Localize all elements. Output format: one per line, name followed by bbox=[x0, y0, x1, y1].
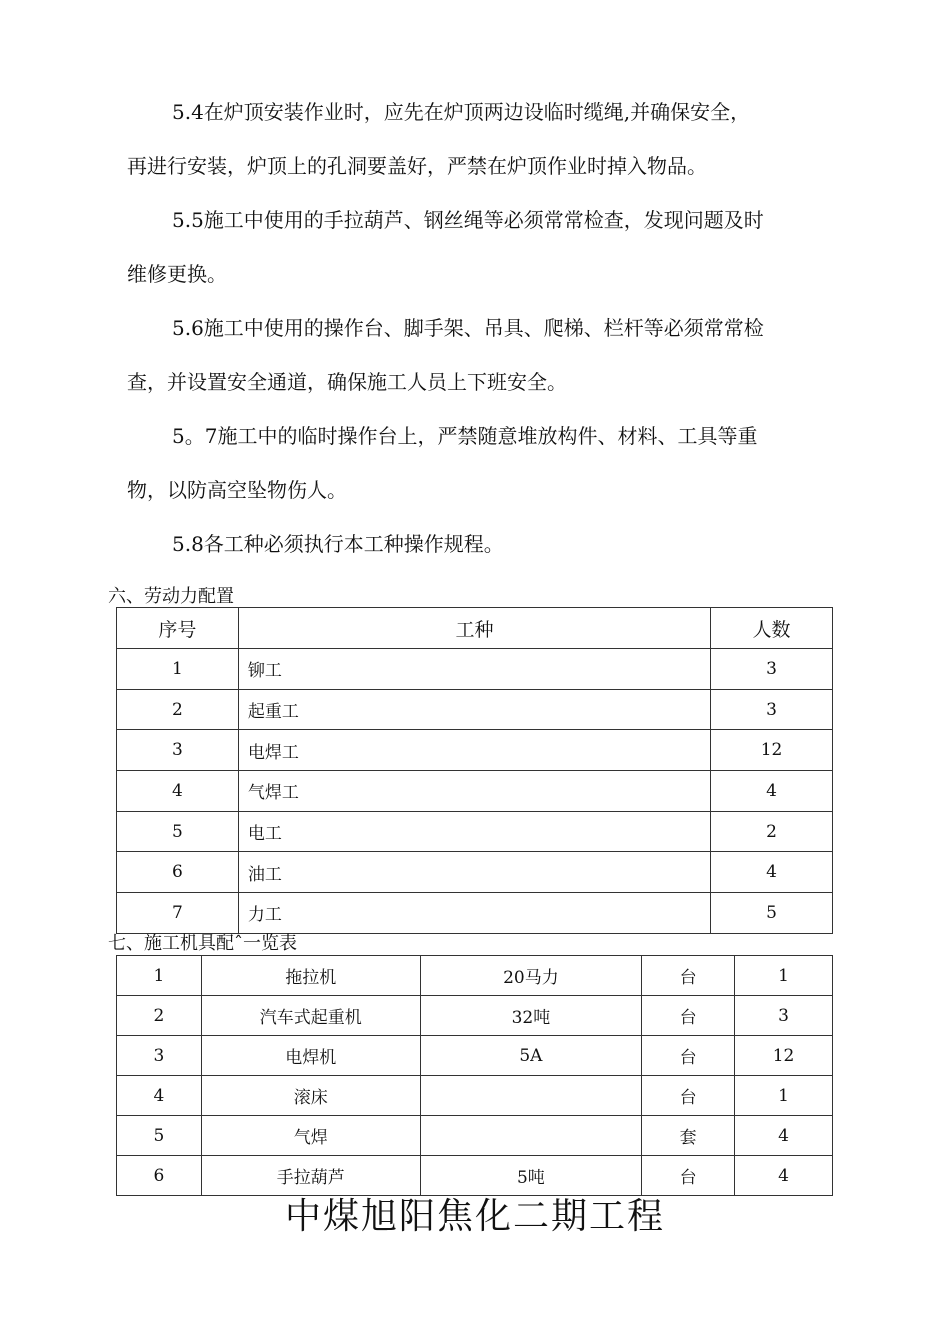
cell-unit: 台 bbox=[642, 1076, 735, 1116]
paragraph-5-5-line1: 5.5施工中使用的手拉葫芦、钢丝绳等必须常常检查，发现问题及时 bbox=[172, 208, 764, 232]
cell-spec bbox=[420, 1076, 642, 1116]
cell-count: 12 bbox=[711, 730, 833, 771]
cell-count: 4 bbox=[711, 771, 833, 812]
table-row bbox=[117, 996, 833, 1036]
table-row bbox=[117, 811, 833, 852]
cell-name: 拖拉机 bbox=[201, 956, 420, 996]
project-footer-title: 中煤旭阳焦化二期工程 bbox=[284, 1196, 665, 1237]
cell-name: 气焊 bbox=[201, 1116, 420, 1156]
cell-trade: 电焊工 bbox=[238, 730, 710, 771]
labor-table bbox=[116, 607, 833, 934]
cell-spec: 32吨 bbox=[420, 996, 642, 1036]
table-row bbox=[117, 649, 833, 690]
paragraph-5-4-line1: 5.4在炉顶安装作业时，应先在炉顶两边设临时缆绳,并确保安全， bbox=[172, 100, 751, 124]
cell-spec bbox=[420, 1116, 642, 1156]
table-row bbox=[117, 893, 833, 934]
cell-trade: 油工 bbox=[238, 852, 710, 893]
cell-no: 1 bbox=[117, 649, 239, 690]
table-row bbox=[117, 852, 833, 893]
cell-count: 4 bbox=[711, 852, 833, 893]
paragraph-5-6-line1: 5.6施工中使用的操作台、脚手架、吊具、爬梯、栏杆等必须常常检 bbox=[172, 316, 764, 340]
cell-trade: 力工 bbox=[238, 893, 710, 934]
cell-qty: 3 bbox=[735, 996, 833, 1036]
cell-trade: 起重工 bbox=[238, 689, 710, 730]
cell-no: 3 bbox=[117, 1036, 202, 1076]
table-header-row bbox=[117, 608, 833, 649]
paragraph-5-7-line1: 5。7施工中的临时操作台上，严禁随意堆放构件、材料、工具等重 bbox=[172, 424, 758, 448]
cell-trade: 气焊工 bbox=[238, 771, 710, 812]
table-row bbox=[117, 1036, 833, 1076]
header-count: 人数 bbox=[711, 608, 833, 649]
paragraph-5-4-line2: 再进行安装，炉顶上的孔洞要盖好，严禁在炉顶作业时掉入物品。 bbox=[127, 154, 707, 178]
cell-no: 2 bbox=[117, 689, 239, 730]
cell-unit: 台 bbox=[642, 996, 735, 1036]
cell-name: 手拉葫芦 bbox=[201, 1156, 420, 1196]
cell-unit: 台 bbox=[642, 1036, 735, 1076]
section-title-labor: 六、劳动力配置 bbox=[108, 586, 234, 607]
cell-no: 6 bbox=[117, 1156, 202, 1196]
cell-spec: 5A bbox=[420, 1036, 642, 1076]
cell-unit: 套 bbox=[642, 1116, 735, 1156]
cell-name: 汽车式起重机 bbox=[201, 996, 420, 1036]
cell-count: 5 bbox=[711, 893, 833, 934]
header-no: 序号 bbox=[117, 608, 239, 649]
paragraph-5-8: 5.8各工种必须执行本工种操作规程。 bbox=[172, 532, 504, 556]
paragraph-5-5-line2: 维修更换。 bbox=[127, 262, 227, 286]
cell-no: 1 bbox=[117, 956, 202, 996]
table-row bbox=[117, 771, 833, 812]
header-trade: 工种 bbox=[238, 608, 710, 649]
cell-no: 6 bbox=[117, 852, 239, 893]
cell-qty: 4 bbox=[735, 1156, 833, 1196]
cell-no: 3 bbox=[117, 730, 239, 771]
cell-no: 4 bbox=[117, 1076, 202, 1116]
table-row bbox=[117, 1076, 833, 1116]
cell-spec: 20马力 bbox=[420, 956, 642, 996]
table-row bbox=[117, 1116, 833, 1156]
cell-name: 滚床 bbox=[201, 1076, 420, 1116]
cell-count: 3 bbox=[711, 689, 833, 730]
cell-unit: 台 bbox=[642, 1156, 735, 1196]
cell-qty: 1 bbox=[735, 956, 833, 996]
cell-qty: 12 bbox=[735, 1036, 833, 1076]
paragraph-5-6-line2: 查，并设置安全通道，确保施工人员上下班安全。 bbox=[127, 370, 567, 394]
cell-no: 5 bbox=[117, 1116, 202, 1156]
cell-no: 2 bbox=[117, 996, 202, 1036]
cell-unit: 台 bbox=[642, 956, 735, 996]
cell-no: 5 bbox=[117, 811, 239, 852]
cell-trade: 电工 bbox=[238, 811, 710, 852]
table-row bbox=[117, 689, 833, 730]
cell-qty: 1 bbox=[735, 1076, 833, 1116]
table-row bbox=[117, 956, 833, 996]
table-row bbox=[117, 730, 833, 771]
paragraph-5-7-line2: 物，以防高空坠物伤人。 bbox=[127, 478, 347, 502]
cell-no: 7 bbox=[117, 893, 239, 934]
cell-no: 4 bbox=[117, 771, 239, 812]
cell-count: 2 bbox=[711, 811, 833, 852]
equipment-table bbox=[116, 955, 833, 1196]
cell-count: 3 bbox=[711, 649, 833, 690]
table-row bbox=[117, 1156, 833, 1196]
cell-spec: 5吨 bbox=[420, 1156, 642, 1196]
cell-qty: 4 bbox=[735, 1116, 833, 1156]
cell-trade: 铆工 bbox=[238, 649, 710, 690]
section-title-equipment: 七、施工机具配ˆ一览表 bbox=[108, 933, 297, 954]
cell-name: 电焊机 bbox=[201, 1036, 420, 1076]
